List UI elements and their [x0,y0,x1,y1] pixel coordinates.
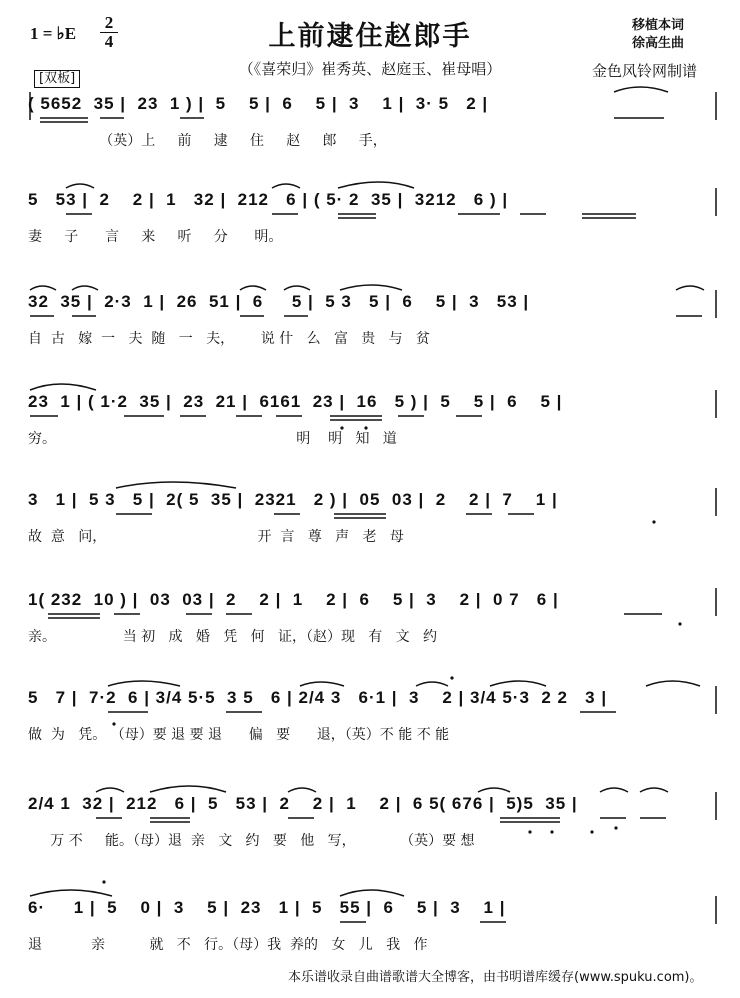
tie-arc [490,681,546,686]
tempo-tag: [双板] [34,70,80,88]
lyric-line: 穷。 明 明 知 道 [28,431,397,447]
notation-line: 5 53 | 2 2 | 1 32 | 212 6 | ( 5· 2 35 | 3212 6 ) | [28,190,509,209]
lyric-credit: 移植本词 [632,18,685,33]
tie-arc [96,788,124,792]
tie-arc [288,788,316,792]
tie-arc [646,681,700,686]
key-signature: 1 = ♭E [30,24,77,43]
site-credit: 金色风铃网制谱 [592,62,698,80]
tie-arc [640,788,668,792]
notation-line: 2/4 1 32 | 212 6 | 5 53 | 2 2 | 1 2 | 6 5( 676 | 5)5 35 | [28,794,578,813]
lyric-line: 万 不 能。（母）退 亲 文 约 要 他 写， （英）要 想 [28,833,475,849]
notation-line: ( 5652 35 | 23 1 ) | 5 5 | 6 5 | 3 1 | 3· 5 2 | [28,94,489,113]
low-octave-dot [364,426,367,429]
low-octave-dot [652,520,655,523]
lyric-line: 故 意 问， 开 言 尊 声 老 母 [28,529,404,545]
footer-note: 本乐谱收录自曲谱歌谱大全博客，由书明谱库缓存(www.spuku.com)。 [288,970,703,985]
notation-line: 5 7 | 7·2 6 | 3/4 5·5 3 5 6 | 2/4 3 6·1 | 3 2 | 3/4 5·3 2 2 3 | [28,688,608,707]
lyric-line: 亲。 当 初 成 婚 凭 何 证，（赵）现 有 文 约 [28,629,438,645]
tie-arc [416,682,448,686]
tie-arc [338,182,414,188]
notation-line: 3 1 | 5 3 5 | 2( 5 35 | 2321 2 ) | 05 03 | 2 2 | 7 1 | [28,490,558,509]
tie-arc [30,384,96,390]
tie-arc [72,286,98,290]
tie-arc [272,184,300,188]
tie-arc [340,285,402,290]
music-credit: 徐高生曲 [632,36,685,51]
low-octave-dot [590,830,593,833]
subtitle: （《喜荣归》崔秀英、赵庭玉、崔母唱） [238,60,502,78]
tie-arc [676,286,704,290]
tie-arc [116,482,236,488]
low-octave-dot [340,426,343,429]
time-denominator: 4 [100,32,118,51]
low-octave-dot [614,826,617,829]
tie-arc [478,788,510,792]
tie-arc [600,788,628,792]
page-title: 上前逮住赵郎手 [268,21,472,52]
lyric-line: 做 为 凭。 （母）要 退 要 退 偏 要 退，（英）不 能 不 能 [28,727,450,743]
high-octave-dot [450,676,453,679]
high-octave-dot [102,880,105,883]
tie-arc [340,890,404,896]
lyric-line: 自 古 嫁 一 夫 随 一 夫， 说 什 么 富 贵 与 贫 [28,331,431,347]
tie-arc [240,286,266,290]
notation-line: 1( 232 10 ) | 03 03 | 2 2 | 1 2 | 6 5 | 3 2 | 0 7 6 | [28,590,559,609]
notation-line: 6· 1 | 5 0 | 3 5 | 23 1 | 5 55 | 6 5 | 3 1 | [28,898,506,917]
tie-arc [30,890,112,896]
tie-arc [150,786,226,792]
tie-arc [30,286,56,290]
tie-arc [66,184,94,188]
tie-arc [284,286,310,290]
tie-arc [614,87,668,92]
low-octave-dot [550,830,553,833]
low-octave-dot [528,830,531,833]
notation-line: 32 35 | 2·3 1 | 26 51 | 6 5 | 5 3 5 | 6 5 | 3 53 | [28,292,530,311]
lyric-line: （英）上 前 逮 住 赵 郎 手， [28,133,387,149]
time-numerator: 2 [104,13,114,32]
lyric-line: 退 亲 就 不 行。（母）我 养的 女 儿 我 作 [28,937,428,953]
notation-line: 23 1 | ( 1·2 35 | 23 21 | 6161 23 | 16 5 ) | 5 5 | 6 5 | [28,392,563,411]
low-octave-dot [112,722,115,725]
lyric-line: 妻 子 言 来 听 分 明。 [28,229,283,245]
tie-arc [300,682,344,686]
low-octave-dot [678,622,681,625]
tie-arc [108,681,180,686]
